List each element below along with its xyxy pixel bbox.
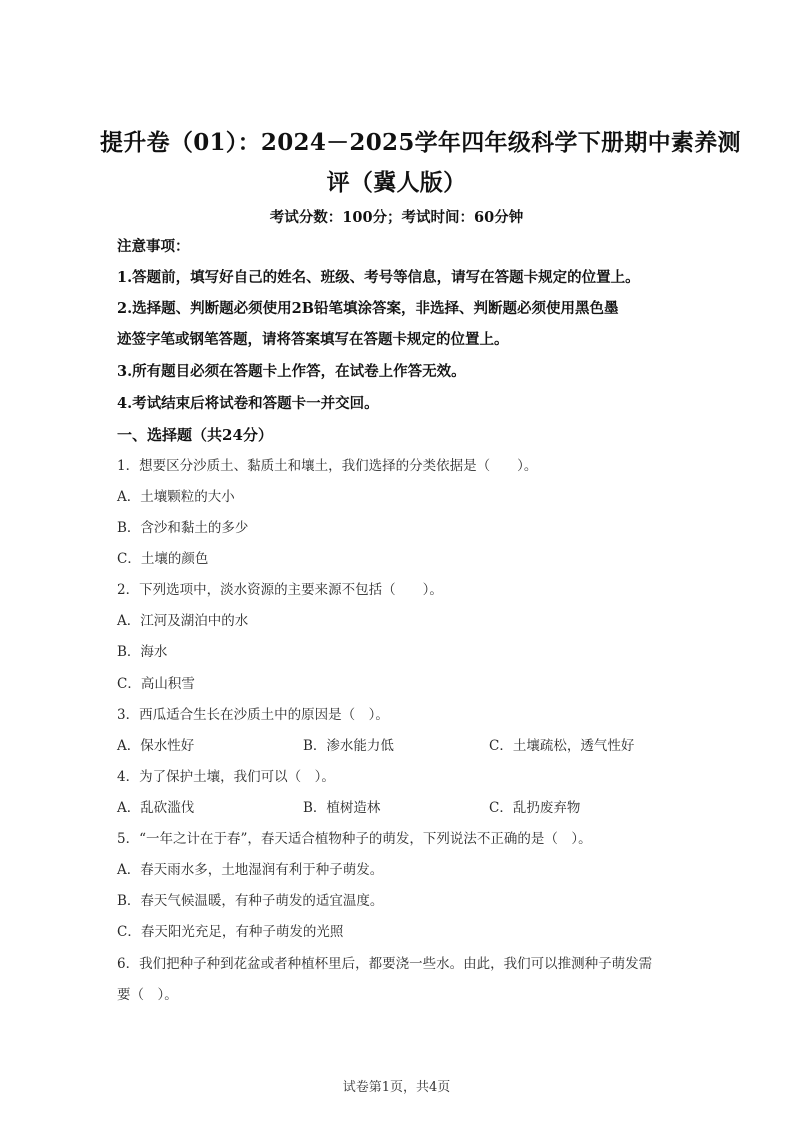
- question-2-option-b: B．海水: [117, 644, 168, 660]
- question-3-option-c: C．土壤疏松，透气性好: [489, 738, 635, 754]
- notes-heading: 注意事项：: [117, 238, 190, 255]
- note-item-2: 2.选择题、判断题必须使用2B铅笔填涂答案，非选择、判断题必须使用黑色墨: [117, 300, 619, 317]
- note-item-1: 1.答题前，填写好自己的姓名、班级、考号等信息，请写在答题卡规定的位置上。: [117, 269, 640, 286]
- question-1-option-c: C．土壤的颜色: [117, 551, 209, 567]
- question-3-option-b: B．渗水能力低: [303, 738, 394, 754]
- question-3-option-a: A．保水性好: [117, 738, 195, 754]
- question-5-stem: 5．“一年之计在于春”，春天适合植物种子的萌发，下列说法不正确的是（ ）。: [117, 831, 592, 847]
- question-2-stem: 2．下列选项中，淡水资源的主要来源不包括（ ）。: [117, 582, 443, 598]
- question-2-option-c: C．高山积雪: [117, 676, 195, 692]
- question-4-option-c: C．乱扔废弃物: [489, 800, 581, 816]
- note-item-4: 4.考试结束后将试卷和答题卡一并交回。: [117, 395, 379, 412]
- section-heading-choice: 一、选择题（共24分）: [117, 426, 273, 444]
- question-4-option-b: B．植树造林: [303, 800, 381, 816]
- question-5-option-c: C．春天阳光充足，有种子萌发的光照: [117, 924, 344, 940]
- note-item-2-cont: 迹签字笔或钢笔答题，请将答案填写在答题卡规定的位置上。: [117, 331, 509, 348]
- question-5-option-b: B．春天气候温暖，有种子萌发的适宜温度。: [117, 893, 384, 909]
- question-5-option-a: A．春天雨水多，土地湿润有利于种子萌发。: [117, 862, 384, 878]
- document-title-line-2: 评（冀人版）: [326, 169, 467, 196]
- question-4-stem: 4．为了保护土壤，我们可以（ ）。: [117, 769, 335, 785]
- page-footer: 试卷第1页，共4页: [342, 1080, 451, 1095]
- question-6-stem-line-2: 要（ ）。: [117, 987, 178, 1003]
- question-1-stem: 1．想要区分沙质土、黏质土和壤土，我们选择的分类依据是（ ）。: [117, 458, 538, 474]
- note-item-3: 3.所有题目必须在答题卡上作答，在试卷上作答无效。: [117, 363, 466, 380]
- question-4-option-a: A．乱砍滥伐: [117, 800, 195, 816]
- document-title-line-1: 提升卷（01）：2024－2025学年四年级科学下册期中素养测: [100, 129, 741, 156]
- question-1-option-a: A．土壤颗粒的大小: [117, 489, 235, 505]
- question-6-stem-line-1: 6．我们把种子种到花盆或者种植杯里后，都要浇一些水。由此，我们可以推测种子萌发需: [117, 956, 653, 972]
- exam-info: 考试分数：100分；考试时间：60分钟: [269, 209, 524, 226]
- question-3-stem: 3．西瓜适合生长在沙质土中的原因是（ ）。: [117, 707, 389, 723]
- question-1-option-b: B．含沙和黏土的多少: [117, 520, 249, 536]
- question-2-option-a: A．江河及湖泊中的水: [117, 613, 249, 629]
